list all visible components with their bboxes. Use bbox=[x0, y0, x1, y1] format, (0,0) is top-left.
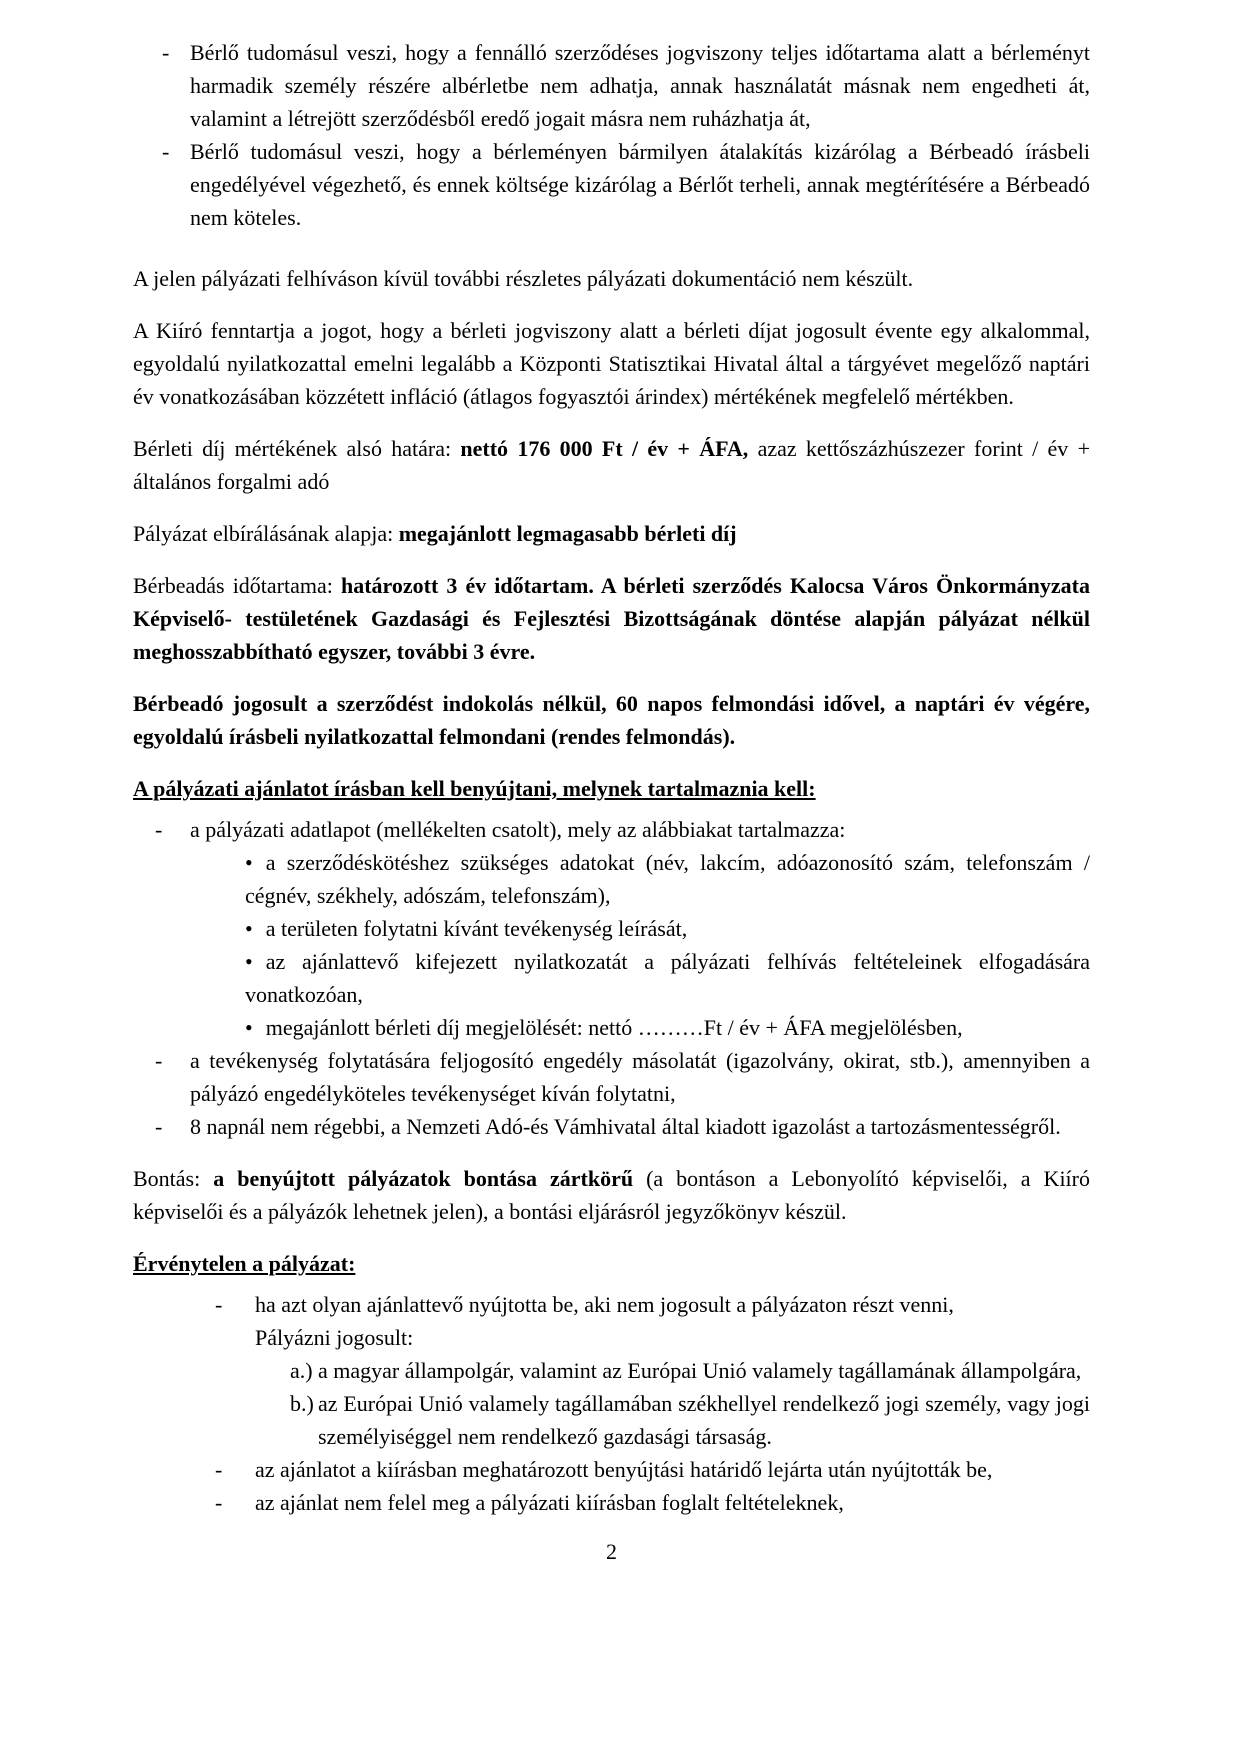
opening-label: Bontás: bbox=[133, 1166, 214, 1191]
list-item-text: ha azt olyan ajánlattevő nyújtotta be, aki nem jogosult a pályázaton részt venni, bbox=[255, 1292, 954, 1317]
bullet-marker: • bbox=[245, 1015, 253, 1040]
rent-minimum-tail: azaz kettőszázhúszezer forint / év + általános forgalmi adó bbox=[133, 436, 1091, 494]
list-item bbox=[215, 1453, 1090, 1486]
list-item-text: a pályázati adatlapot (mellékelten csatolt), mely az alábbiakat tartalmazza: bbox=[190, 817, 846, 842]
list-item-text: a szerződéskötéshez szükséges adatokat (név, lakcím, adóazonosító szám, telefonszám / cégnév, székhely, adószám, telefonszám), bbox=[245, 850, 1090, 908]
dash-marker: - bbox=[162, 40, 170, 65]
invalid-bid-heading: Érvénytelen a pályázat: bbox=[133, 1251, 356, 1276]
list-item bbox=[245, 1011, 1090, 1044]
submission-requirements-list bbox=[133, 813, 1090, 1143]
paragraph-inflation-clause: A Kiíró fenntartja a jogot, hogy a bérleti jogviszony alatt a bérleti díjat jogosult évente egy alkalommal, egyoldalú nyilatkozattal emelni legalább a Központi Statisztikai Hivatal által a tárgyévet megelőző naptári év vonatkozásában közzétett infláció (átlagos fogyasztói árindex) mértékének megfelelő mértékben. bbox=[133, 318, 1090, 409]
invalid-bid-list bbox=[133, 1288, 1090, 1519]
duration-label: Bérbeadás időtartama: bbox=[133, 573, 341, 598]
list-item-text: az ajánlattevő kifejezett nyilatkozatát a pályázati felhívás feltételeinek elfogadására vonatkozóan, bbox=[245, 949, 1090, 1007]
list-item bbox=[162, 36, 1090, 135]
list-item-text: megajánlott bérleti díj megjelölését: nettó ………Ft / év + ÁFA megjelölésben, bbox=[265, 1015, 963, 1040]
dash-marker: - bbox=[215, 1292, 223, 1317]
list-item bbox=[155, 1110, 1090, 1143]
list-item bbox=[215, 1486, 1090, 1519]
opening-bold: a benyújtott pályázatok bontása zártkörű bbox=[213, 1166, 634, 1191]
dash-marker: - bbox=[162, 139, 170, 164]
evaluation-label: Pályázat elbírálásának alapja: bbox=[133, 521, 399, 546]
list-item bbox=[162, 135, 1090, 234]
list-item-text: a magyar állampolgár, valamint az Európai Unió valamely tagállamának állampolgára, bbox=[318, 1358, 1082, 1383]
list-item-text: a tevékenység folytatására feljogosító engedély másolatát (igazolvány, okirat, stb.), amennyiben a pályázó engedélyköteles tevékenységet kíván folytatni, bbox=[190, 1048, 1090, 1106]
list-item bbox=[245, 846, 1090, 912]
evaluation-value: megajánlott legmagasabb bérleti díj bbox=[398, 521, 737, 546]
list-item-text: az ajánlatot a kiírásban meghatározott benyújtási határidő lejárta után nyújtották be, bbox=[255, 1457, 993, 1482]
list-item bbox=[290, 1387, 1090, 1453]
page-number: 2 bbox=[606, 1539, 617, 1564]
list-item bbox=[215, 1288, 1090, 1354]
dash-marker: - bbox=[215, 1457, 223, 1482]
paragraph-lease-duration bbox=[133, 569, 1090, 668]
list-item-text: az ajánlat nem felel meg a pályázati kiírásban foglalt feltételeknek, bbox=[255, 1490, 844, 1515]
list-item bbox=[290, 1354, 1090, 1387]
paragraph-no-documentation: A jelen pályázati felhíváson kívül további részletes pályázati dokumentáció nem készült. bbox=[133, 266, 914, 291]
dash-marker: - bbox=[155, 817, 163, 842]
paragraph-evaluation-basis bbox=[133, 517, 1090, 550]
letter-marker: a.) bbox=[290, 1358, 313, 1383]
eligibility-lead-in: Pályázni jogosult: bbox=[255, 1325, 414, 1350]
letter-marker: b.) bbox=[290, 1391, 314, 1416]
tenant-obligations-list bbox=[133, 36, 1090, 234]
list-item-text: Bérlő tudomásul veszi, hogy a fennálló szerződéses jogviszony teljes időtartama alatt a bérleményt harmadik személy részére albérletbe nem adhatja, annak használatát másnak nem engedheti át, valamint a létrejött szerződésből eredő jogait másra nem ruházhatja át, bbox=[190, 40, 1090, 131]
submission-requirements-heading: A pályázati ajánlatot írásban kell benyújtani, melynek tartalmaznia kell: bbox=[133, 776, 816, 801]
rent-minimum-value: nettó 176 000 Ft / év + ÁFA, bbox=[460, 436, 749, 461]
list-item bbox=[245, 945, 1090, 1011]
rent-minimum-label: Bérleti díj mértékének alsó határa: bbox=[133, 436, 461, 461]
paragraph-rent-minimum bbox=[133, 432, 1090, 498]
dash-marker: - bbox=[155, 1048, 163, 1073]
list-item-text: a területen folytatni kívánt tevékenység leírását, bbox=[265, 916, 688, 941]
dash-marker: - bbox=[155, 1114, 163, 1139]
list-item-text: 8 napnál nem régebbi, a Nemzeti Adó-és Vámhivatal által kiadott igazolást a tartozásmentességről. bbox=[190, 1114, 1061, 1139]
opening-tail: (a bontáson a Lebonyolító képviselői, a Kiíró képviselői és a pályázók lehetnek jelen), a bontási eljárásról jegyzőkönyv készül. bbox=[133, 1166, 1090, 1224]
list-item bbox=[155, 1044, 1090, 1110]
list-item bbox=[245, 912, 1090, 945]
dash-marker: - bbox=[215, 1490, 223, 1515]
bullet-marker: • bbox=[245, 916, 253, 941]
bullet-marker: • bbox=[245, 850, 253, 875]
list-item bbox=[155, 813, 1090, 846]
list-item-text: Bérlő tudomásul veszi, hogy a bérleményen bármilyen átalakítás kizárólag a Bérbeadó írásbeli engedélyével végezhető, és ennek költsége kizárólag a Bérlőt terheli, annak megtérítésére a Bérbeadó nem köteles. bbox=[190, 139, 1090, 230]
paragraph-termination-right: Bérbeadó jogosult a szerződést indokolás nélkül, 60 napos felmondási idővel, a naptári év végére, egyoldalú írásbeli nyilatkozattal felmondani (rendes felmondás). bbox=[133, 691, 1090, 749]
bullet-marker: • bbox=[245, 949, 253, 974]
list-item-text: az Európai Unió valamely tagállamában székhellyel rendelkező jogi személy, vagy jogi személyiséggel nem rendelkező gazdasági társaság. bbox=[318, 1391, 1090, 1449]
duration-value: határozott 3 év időtartam. A bérleti szerződés Kalocsa Város Önkormányzata Képviselő- testületének Gazdasági és Fejlesztési Bizottságának döntése alapján pályázat nélkül meghosszabbítható egyszer, további 3 évre. bbox=[133, 573, 1090, 664]
paragraph-bid-opening bbox=[133, 1162, 1090, 1228]
